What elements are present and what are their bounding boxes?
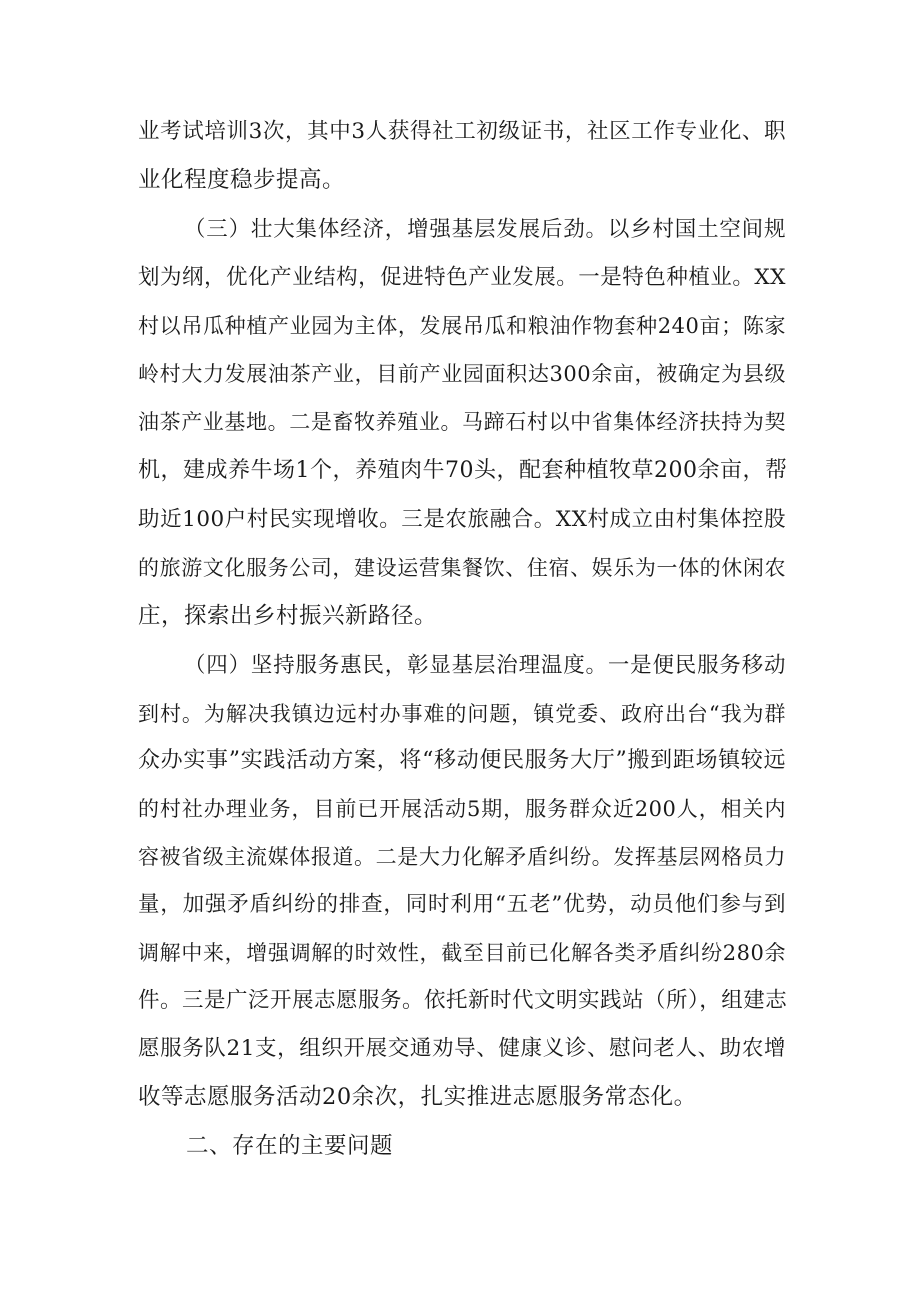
paragraph-line: 业考试培训3次，其中3人获得社工初级证书，社区工作专业化、职 — [138, 119, 786, 144]
paragraph-line: （三）壮大集体经济，增强基层发展后劲。以乡村国土空间规 — [184, 217, 786, 242]
paragraph-line: 划为纲，优化产业结构，促进特色产业发展。一是特色种植业。XX — [138, 265, 786, 290]
paragraph-line: 机，建成养牛场1个，养殖肉牛70头，配套种植牧草200余亩，帮 — [138, 458, 788, 483]
paragraph-line: 的村社办理业务，目前已开展活动5期，服务群众近200人，相关内 — [138, 797, 786, 821]
paragraph-line: 岭村大力发展油茶产业，目前产业园面积达300余亩，被确定为县级 — [138, 362, 786, 386]
paragraph-line: 收等志愿服务活动20余次，扎实推进志愿服务常态化。 — [138, 1084, 697, 1110]
paragraph-line: 油茶产业基地。二是畜牧养殖业。马蹄石村以中省集体经济扶持为契 — [138, 410, 786, 434]
paragraph-line: 村以吊瓜种植产业园为主体，发展吊瓜和粮油作物套种240亩；陈家 — [138, 314, 786, 338]
paragraph-line: 调解中来，增强调解的时效性，截至目前已化解各类矛盾纠纷280余 — [138, 941, 786, 965]
paragraph-line: （四）坚持服务惠民，彰显基层治理温度。一是便民服务移动 — [184, 653, 786, 678]
paragraph-line: 业化程度稳步提高。 — [138, 167, 346, 193]
paragraph-line: 到村。为解决我镇边远村办事难的问题，镇党委、政府出台“我为群 — [138, 702, 786, 726]
paragraph-line: 庄，探索出乡村振兴新路径。 — [138, 603, 438, 629]
section-heading: 二、存在的主要问题 — [186, 1133, 394, 1159]
paragraph-line: 愿服务队21支，组织开展交通劝导、健康义诊、慰问老人、助农增 — [138, 1036, 786, 1061]
paragraph-line: 的旅游文化服务公司，建设运营集餐饮、住宿、娱乐为一体的休闲农 — [138, 556, 786, 580]
paragraph-line: 件。三是广泛开展志愿服务。依托新时代文明实践站（所），组建志 — [138, 988, 788, 1013]
paragraph-line: 众办实事”实践活动方案，将“移动便民服务大厅”搬到距场镇较远 — [138, 748, 786, 773]
paragraph-line: 容被省级主流媒体报道。二是大力化解矛盾纠纷。发挥基层网格员力 — [138, 845, 786, 869]
paragraph-line: 量，加强矛盾纠纷的排查，同时利用“五老”优势，动员他们参与到 — [138, 892, 786, 917]
paragraph-line: 助近100户村民实现增收。三是农旅融合。XX村成立由村集体控股 — [138, 507, 786, 532]
